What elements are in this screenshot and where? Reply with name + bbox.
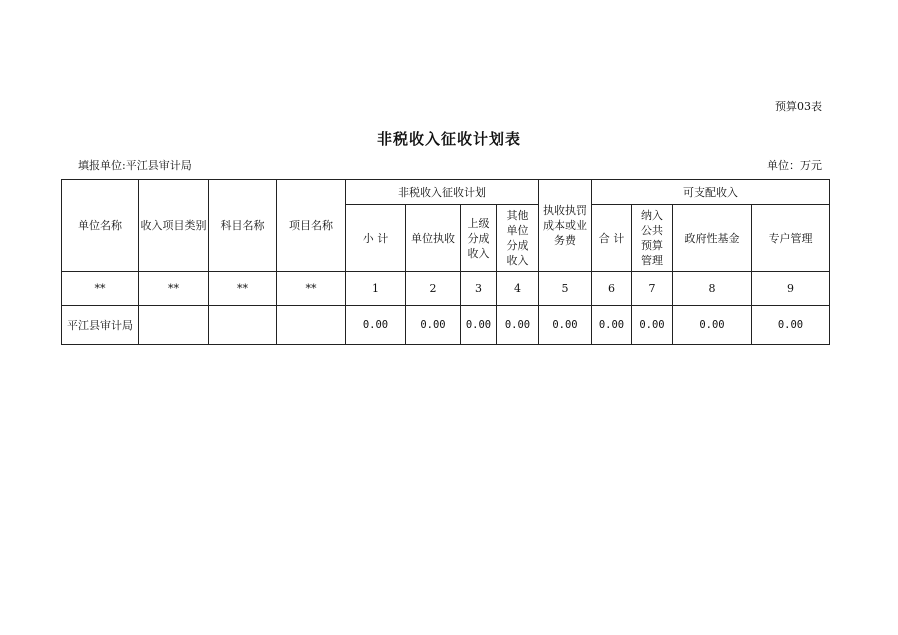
group-nontax-plan: 非税收入征收计划 [346,180,539,205]
cell-subject-name [209,306,277,345]
index-cell: 5 [539,272,592,306]
col-project-name: 项目名称 [277,180,346,272]
col-gov-fund: 政府性基金 [673,205,752,272]
currency-unit: 单位：万元 [767,159,822,172]
header-row-1 [62,180,830,205]
index-cell: 6 [592,272,632,306]
cell-upper-share: 0.00 [461,306,497,345]
col-unit-name: 单位名称 [62,180,139,272]
col-income-category: 收入项目类别 [139,180,209,272]
index-cell: 4 [497,272,539,306]
col-total: 合 计 [592,205,632,272]
col-public-budget: 纳入 公共 预算 管理 [632,205,673,272]
index-row [62,272,830,306]
col-enforcement-cost: 执收执罚成本或业务费 [539,180,592,272]
col-other-share: 其他 单位 分成 收入 [497,205,539,272]
reporting-unit: 填报单位:平江县审计局 [78,159,192,172]
index-cell: 2 [406,272,461,306]
col-special-account: 专户管理 [752,205,830,272]
index-cell: ** [209,272,277,306]
col-subtotal: 小 计 [346,205,406,272]
cell-other-share: 0.00 [497,306,539,345]
col-upper-share: 上级 分成 收入 [461,205,497,272]
page-title: 非税收入征收计划表 [376,130,521,148]
col-unit-collect: 单位执收 [406,205,461,272]
form-code: 预算03表 [775,100,822,113]
cell-subtotal: 0.00 [346,306,406,345]
plan-table [61,179,830,345]
cell-public-budget: 0.00 [632,306,673,345]
col-subject-name: 科目名称 [209,180,277,272]
index-cell: ** [62,272,139,306]
cell-income-category [139,306,209,345]
table-row [62,306,830,345]
index-cell: 7 [632,272,673,306]
index-cell: 9 [752,272,830,306]
cell-enforcement-cost: 0.00 [539,306,592,345]
cell-project-name [277,306,346,345]
index-cell: 1 [346,272,406,306]
cell-unit-collect: 0.00 [406,306,461,345]
index-cell: ** [139,272,209,306]
index-cell: ** [277,272,346,306]
cell-unit-name: 平江县审计局 [62,306,139,345]
index-cell: 8 [673,272,752,306]
group-disposable-income: 可支配收入 [592,180,830,205]
index-cell: 3 [461,272,497,306]
cell-special-account: 0.00 [752,306,830,345]
cell-gov-fund: 0.00 [673,306,752,345]
cell-total: 0.00 [592,306,632,345]
